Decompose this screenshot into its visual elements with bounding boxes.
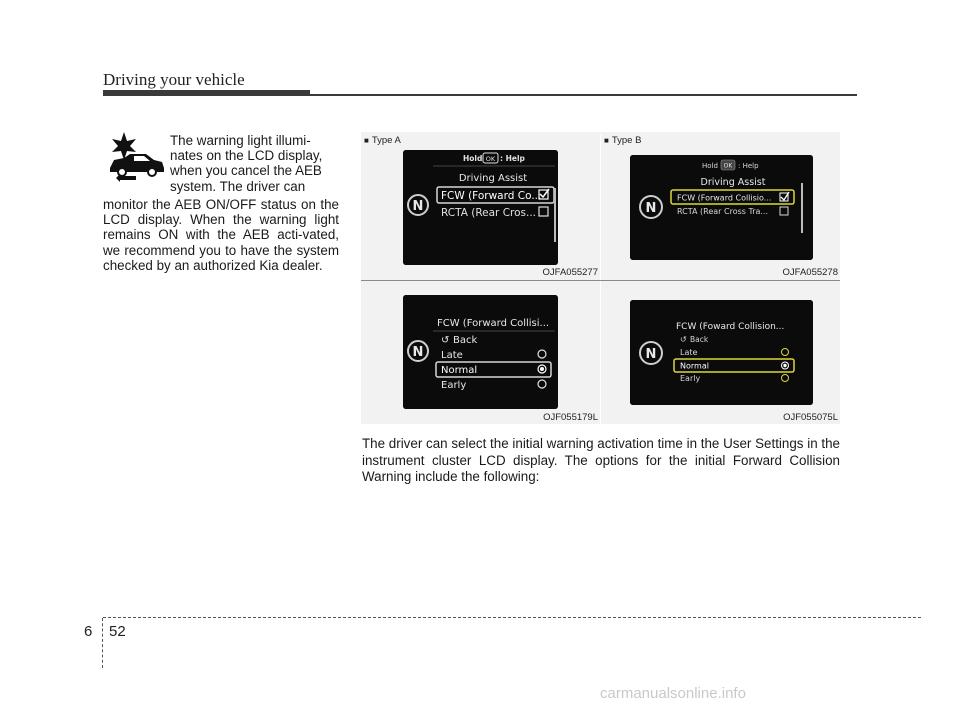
figure-code-a-top: OJFA055277 — [542, 267, 598, 278]
warning-text-rest: monitor the AEB ON/OFF status on the LCD display. When the warning light remains ON with the AEB acti-vated, we recommend you to have the system checked by an authorized Kia dealer. — [103, 197, 339, 273]
page-number: 52 — [109, 623, 126, 640]
watermark: carmanualsonline.info — [600, 685, 746, 702]
warning-line-4: system. The driver can — [170, 178, 306, 194]
option-late: Late — [680, 348, 698, 357]
ok-badge: OK — [485, 155, 496, 163]
type-b-driving-assist-screen — [630, 155, 813, 260]
option-early: Early — [441, 380, 467, 391]
option-normal: Normal — [680, 361, 709, 371]
warning-line-3: when you cancel the AEB — [170, 163, 322, 179]
help-text: : Help — [738, 162, 759, 170]
svg-text:N: N — [412, 345, 424, 360]
column-divider — [600, 134, 601, 424]
menu-title: Driving Assist — [458, 173, 528, 184]
menu-item-rcta: RCTA (Rear Cros... — [441, 207, 537, 219]
chapter-number: 6 — [84, 623, 93, 640]
back-arrow-icon: ↺ — [680, 335, 687, 344]
submenu-title: FCW (Forward Collisi... — [437, 318, 550, 329]
back-option: Back — [453, 335, 478, 346]
help-text: : Help — [500, 154, 525, 163]
menu-title: Driving Assist — [700, 177, 766, 188]
header-rule-thin — [310, 94, 857, 96]
hold-text: Hold — [702, 162, 718, 170]
scrollbar — [554, 188, 556, 242]
type-a-driving-assist-screen — [403, 150, 558, 265]
hold-text: Hold — [463, 154, 483, 163]
menu-item-rcta: RCTA (Rear Cross Tra... — [677, 207, 769, 216]
footer-rule — [103, 617, 921, 618]
header-title: Driving your vehicle — [103, 70, 245, 89]
option-normal: Normal — [441, 365, 478, 376]
ok-badge: OK — [723, 162, 733, 170]
scrollbar — [801, 183, 803, 233]
type-b-label: ■ Type B — [604, 135, 642, 146]
svg-text:N: N — [412, 199, 424, 214]
warning-line-2: nates on the LCD display, — [170, 148, 323, 164]
menu-item-fcw: FCW (Forward Collisio... — [677, 193, 772, 203]
warning-line-1: The warning light illumi- — [170, 133, 311, 148]
option-late: Late — [441, 350, 463, 361]
figure-row-divider — [361, 280, 840, 281]
warning-text-top — [170, 133, 338, 194]
svg-text:N: N — [645, 201, 657, 216]
figure-code-b-bottom: OJF055075L — [783, 412, 838, 423]
figure-code-b-top: OJFA055278 — [782, 267, 838, 278]
submenu-title: FCW (Foward Collision... — [676, 322, 785, 332]
aeb-warning-icon — [104, 130, 168, 182]
figure-code-a-bottom: OJF055179L — [543, 412, 598, 423]
menu-item-fcw: FCW (Forward Co... — [441, 190, 542, 202]
back-arrow-icon: ↺ — [441, 335, 450, 346]
type-b-fcw-timing-screen — [630, 300, 813, 405]
body-paragraph: The driver can select the initial warning activation time in the User Settings in the instrument cluster LCD display. The options for the initial Forward Collision Warning include the following: — [362, 436, 840, 484]
type-a-label: ■ Type A — [364, 135, 401, 146]
svg-text:N: N — [645, 347, 657, 362]
type-a-fcw-timing-screen — [403, 295, 558, 409]
footer-vertical-rule — [102, 618, 103, 668]
back-option: Back — [690, 335, 709, 344]
option-early: Early — [680, 374, 701, 383]
header-rule-thick — [103, 90, 310, 96]
